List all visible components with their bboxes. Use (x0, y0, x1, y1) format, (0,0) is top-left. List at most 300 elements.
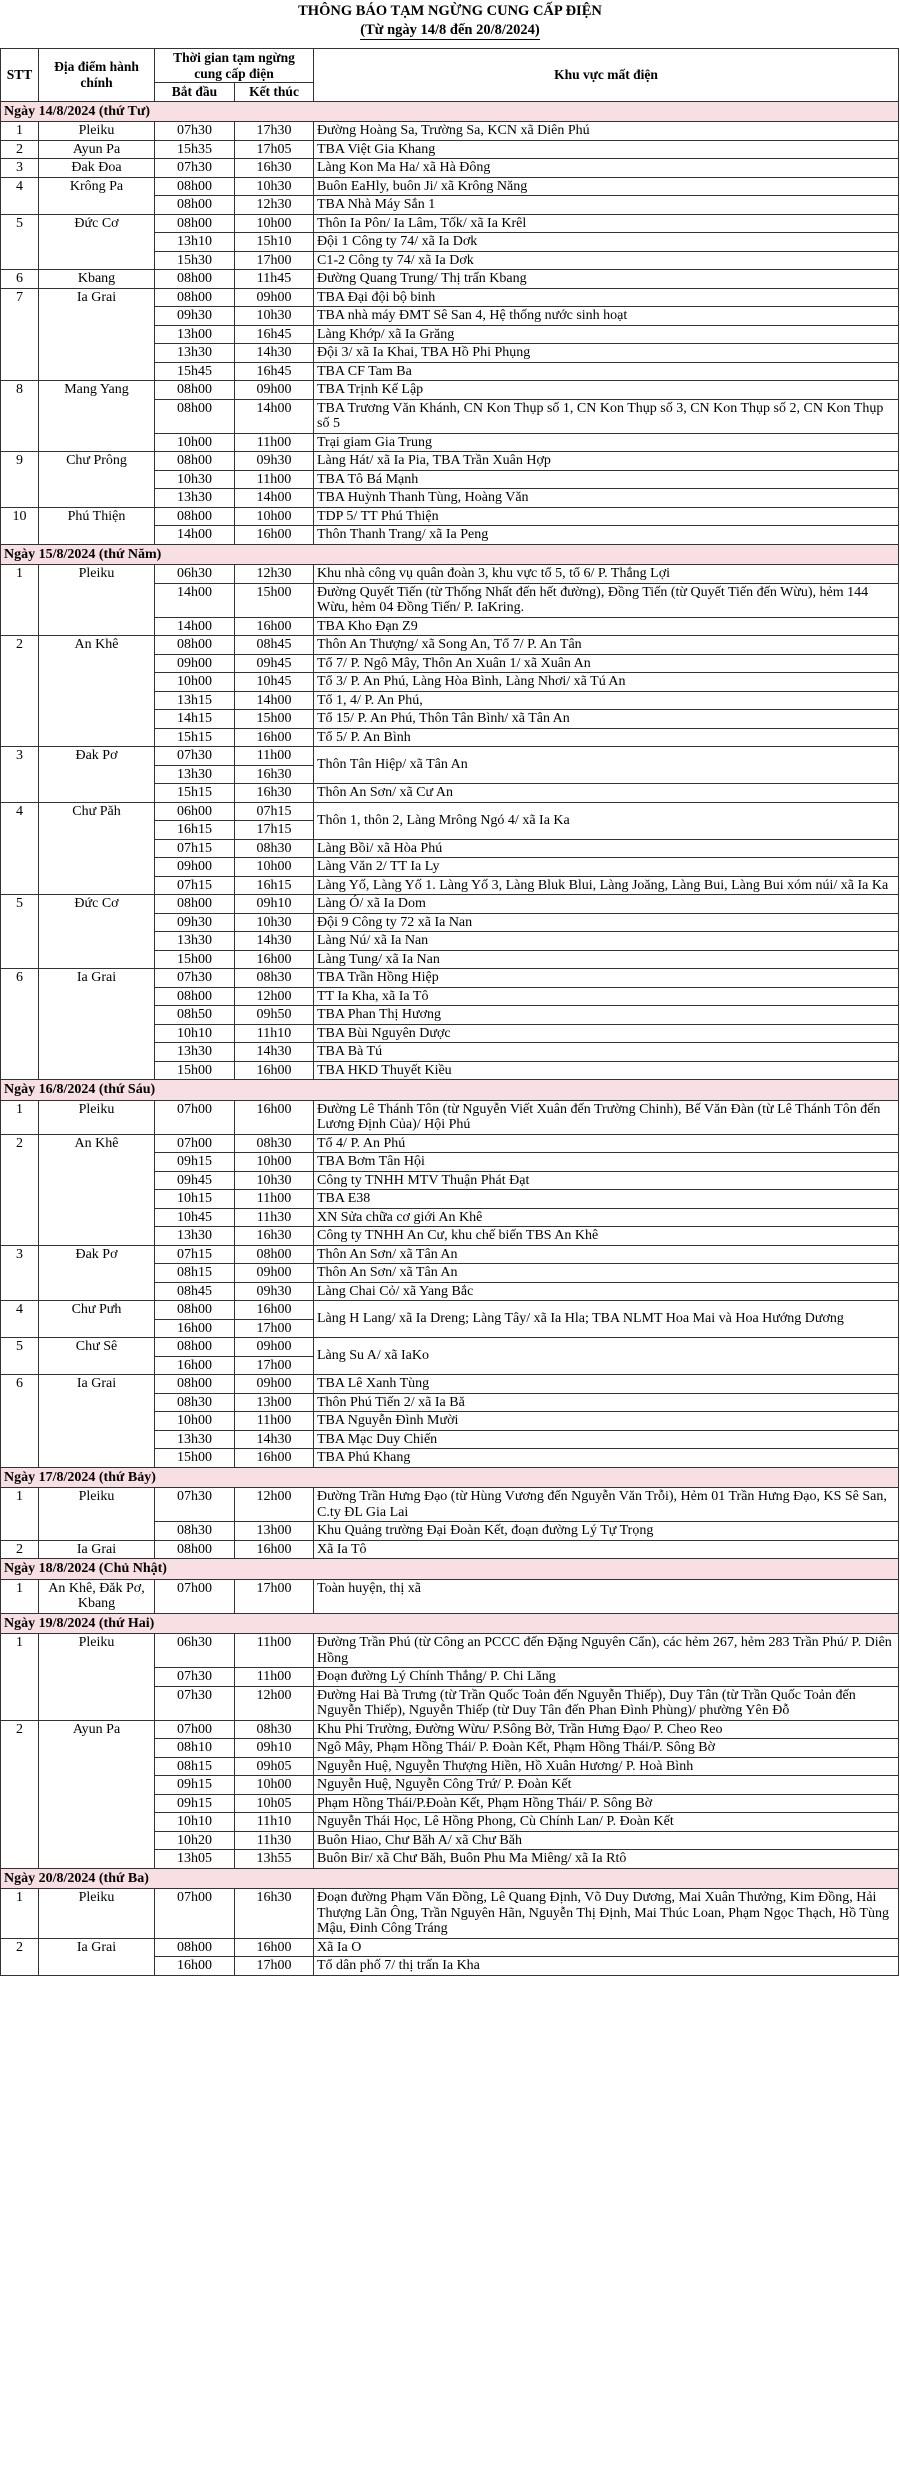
cell-end-time: 11h30 (235, 1831, 314, 1850)
cell-end-time: 11h00 (235, 470, 314, 489)
cell-stt: 2 (1, 1540, 39, 1559)
cell-outage-area: Thôn An Sơn/ xã Cư An (314, 784, 899, 803)
table-row (1, 1720, 899, 1739)
table-row (1, 747, 899, 766)
cell-start-time: 09h15 (155, 1776, 235, 1795)
table-row (1, 565, 899, 584)
cell-end-time: 17h00 (235, 1356, 314, 1375)
cell-start-time: 06h30 (155, 1634, 235, 1668)
cell-start-time: 07h00 (155, 1134, 235, 1153)
cell-end-time: 11h00 (235, 747, 314, 766)
day-header-row (1, 1613, 899, 1634)
cell-end-time: 14h00 (235, 691, 314, 710)
cell-end-time: 11h45 (235, 270, 314, 289)
cell-start-time: 10h20 (155, 1831, 235, 1850)
cell-outage-area: TBA nhà máy ĐMT Sê San 4, Hệ thống nước sinh hoạt (314, 307, 899, 326)
cell-outage-area: Đường Quang Trung/ Thị trấn Kbang (314, 270, 899, 289)
cell-outage-area: Tổ 4/ P. An Phú (314, 1134, 899, 1153)
cell-end-time: 14h30 (235, 1430, 314, 1449)
cell-start-time: 07h30 (155, 747, 235, 766)
cell-location: Kbang (39, 270, 155, 289)
cell-outage-area: Thôn An Thượng/ xã Song An, Tổ 7/ P. An Tân (314, 636, 899, 655)
cell-location: Ia Grai (39, 1938, 155, 1975)
cell-stt: 2 (1, 1938, 39, 1975)
cell-end-time: 11h00 (235, 1412, 314, 1431)
table-row (1, 1938, 899, 1957)
cell-start-time: 15h00 (155, 1449, 235, 1468)
cell-location: Ia Grai (39, 969, 155, 1080)
cell-end-time: 09h50 (235, 1006, 314, 1025)
cell-outage-area: Làng Kon Ma Ha/ xã Hà Đông (314, 159, 899, 178)
cell-outage-area: Làng Bồi/ xã Hòa Phú (314, 839, 899, 858)
cell-end-time: 09h00 (235, 1264, 314, 1283)
cell-start-time: 07h00 (155, 1579, 235, 1613)
cell-outage-area: Tổ 1, 4/ P. An Phú, (314, 691, 899, 710)
cell-outage-area: TBA Huỳnh Thanh Tùng, Hoàng Văn (314, 489, 899, 508)
cell-start-time: 07h30 (155, 1686, 235, 1720)
cell-start-time: 07h15 (155, 876, 235, 895)
cell-end-time: 11h30 (235, 1208, 314, 1227)
cell-start-time: 14h00 (155, 583, 235, 617)
cell-location: Mang Yang (39, 381, 155, 452)
cell-outage-area: TBA Trương Văn Khánh, CN Kon Thụp số 1, CN Kon Thụp số 3, CN Kon Thụp số 2, CN Kon Thụp số 5 (314, 399, 899, 433)
cell-outage-area: Thôn Thanh Trang/ xã Ia Peng (314, 526, 899, 545)
cell-outage-area: TBA Trần Hồng Hiệp (314, 969, 899, 988)
cell-outage-area: Tổ 7/ P. Ngô Mây, Thôn An Xuân 1/ xã Xuân An (314, 654, 899, 673)
cell-end-time: 17h00 (235, 1957, 314, 1976)
cell-end-time: 09h05 (235, 1757, 314, 1776)
notice-subtitle (0, 21, 900, 40)
day-header-row (1, 544, 899, 565)
cell-stt: 5 (1, 895, 39, 969)
cell-stt: 6 (1, 270, 39, 289)
cell-start-time: 13h00 (155, 325, 235, 344)
cell-end-time: 09h10 (235, 895, 314, 914)
cell-outage-area: TBA Nguyễn Đình Mười (314, 1412, 899, 1431)
cell-outage-area: TBA Lê Xanh Tùng (314, 1375, 899, 1394)
notice-date-range: (Từ ngày 14/8 đến 20/8/2024) (360, 22, 540, 38)
cell-end-time: 10h05 (235, 1794, 314, 1813)
cell-end-time: 11h00 (235, 1668, 314, 1687)
cell-location: Đức Cơ (39, 895, 155, 969)
cell-stt: 5 (1, 214, 39, 270)
table-row (1, 1375, 899, 1394)
cell-outage-area: Xã Ia O (314, 1938, 899, 1957)
cell-start-time: 15h45 (155, 362, 235, 381)
cell-end-time: 10h00 (235, 214, 314, 233)
cell-outage-area: Làng Văn 2/ TT Ia Ly (314, 858, 899, 877)
cell-end-time: 10h30 (235, 913, 314, 932)
day-label: Ngày 17/8/2024 (thứ Bảy) (1, 1467, 899, 1488)
cell-outage-area: Buôn Hiao, Chư Băh A/ xã Chư Băh (314, 1831, 899, 1850)
cell-end-time: 16h30 (235, 159, 314, 178)
cell-outage-area: Thôn An Sơn/ xã Tân An (314, 1264, 899, 1283)
cell-start-time: 08h00 (155, 987, 235, 1006)
cell-end-time: 09h45 (235, 654, 314, 673)
cell-outage-area: Thôn Phú Tiến 2/ xã Ia Bă (314, 1393, 899, 1412)
cell-end-time: 13h00 (235, 1393, 314, 1412)
cell-location: Pleiku (39, 1488, 155, 1541)
cell-end-time: 16h00 (235, 728, 314, 747)
cell-end-time: 16h00 (235, 1301, 314, 1320)
cell-outage-area: Làng Chai Cỏ/ xã Yang Bắc (314, 1282, 899, 1301)
cell-end-time: 08h45 (235, 636, 314, 655)
cell-location: Đak Pơ (39, 1245, 155, 1301)
cell-start-time: 08h00 (155, 177, 235, 196)
cell-end-time: 17h15 (235, 821, 314, 840)
cell-start-time: 08h00 (155, 1938, 235, 1957)
cell-outage-area: Làng Su A/ xã IaKo (314, 1338, 899, 1375)
cell-start-time: 07h30 (155, 159, 235, 178)
cell-outage-area: Làng Yố, Làng Yố 1. Làng Yố 3, Làng Bluk Blui, Làng Joăng, Làng Bui, Làng Bui xóm núi/ xã Ia Ka (314, 876, 899, 895)
cell-outage-area: Làng Ó/ xã Ia Dom (314, 895, 899, 914)
cell-start-time: 08h00 (155, 895, 235, 914)
cell-location: Chư Prông (39, 452, 155, 508)
cell-start-time: 13h05 (155, 1850, 235, 1869)
cell-start-time: 07h00 (155, 1889, 235, 1939)
cell-stt: 2 (1, 1720, 39, 1868)
cell-end-time: 17h00 (235, 1319, 314, 1338)
cell-outage-area: TBA Phan Thị Hương (314, 1006, 899, 1025)
cell-outage-area: Thôn Tân Hiệp/ xã Tân An (314, 747, 899, 784)
cell-stt: 9 (1, 452, 39, 508)
header-location: Địa điểm hành chính (39, 49, 155, 102)
cell-start-time: 08h00 (155, 452, 235, 471)
cell-start-time: 09h15 (155, 1794, 235, 1813)
cell-end-time: 11h00 (235, 1634, 314, 1668)
cell-outage-area: Ngô Mây, Phạm Hồng Thái/ P. Đoàn Kết, Phạm Hồng Thái/P. Sông Bờ (314, 1739, 899, 1758)
cell-start-time: 10h00 (155, 433, 235, 452)
table-header-row (1, 49, 899, 83)
cell-start-time: 07h30 (155, 1668, 235, 1687)
cell-outage-area: TBA Bà Tú (314, 1043, 899, 1062)
cell-start-time: 13h15 (155, 691, 235, 710)
table-row (1, 381, 899, 400)
cell-outage-area: Phạm Hồng Thái/P.Đoàn Kết, Phạm Hồng Thái/ P. Sông Bờ (314, 1794, 899, 1813)
cell-start-time: 10h45 (155, 1208, 235, 1227)
cell-start-time: 13h30 (155, 1430, 235, 1449)
cell-start-time: 08h50 (155, 1006, 235, 1025)
day-label: Ngày 15/8/2024 (thứ Năm) (1, 544, 899, 565)
cell-stt: 3 (1, 747, 39, 803)
cell-outage-area: Công ty TNHH MTV Thuận Phát Đạt (314, 1171, 899, 1190)
cell-outage-area: Đường Trần Phú (từ Công an PCCC đến Đặng Nguyên Cẩn), các hẻm 267, hẻm 283 Trần Phú/ P. Diên Hồng (314, 1634, 899, 1668)
cell-stt: 6 (1, 969, 39, 1080)
cell-stt: 2 (1, 140, 39, 159)
table-row (1, 969, 899, 988)
cell-start-time: 15h00 (155, 950, 235, 969)
cell-outage-area: Nguyễn Huệ, Nguyễn Thượng Hiền, Hồ Xuân Hương/ P. Hoà Bình (314, 1757, 899, 1776)
cell-start-time: 15h30 (155, 251, 235, 270)
cell-start-time: 09h45 (155, 1171, 235, 1190)
cell-end-time: 10h30 (235, 1171, 314, 1190)
cell-outage-area: Tổ 3/ P. An Phú, Làng Hòa Bình, Làng Nhơi/ xã Tú An (314, 673, 899, 692)
cell-start-time: 08h00 (155, 381, 235, 400)
cell-start-time: 08h10 (155, 1739, 235, 1758)
cell-start-time: 15h15 (155, 784, 235, 803)
cell-start-time: 07h15 (155, 839, 235, 858)
cell-outage-area: Tổ dân phố 7/ thị trấn Ia Kha (314, 1957, 899, 1976)
cell-start-time: 07h30 (155, 969, 235, 988)
cell-start-time: 08h00 (155, 1338, 235, 1357)
cell-end-time: 16h30 (235, 784, 314, 803)
day-header-row (1, 1868, 899, 1889)
cell-start-time: 07h30 (155, 122, 235, 141)
day-label: Ngày 18/8/2024 (Chủ Nhật) (1, 1559, 899, 1580)
cell-end-time: 09h00 (235, 288, 314, 307)
cell-start-time: 08h00 (155, 214, 235, 233)
table-row (1, 1100, 899, 1134)
cell-end-time: 12h30 (235, 565, 314, 584)
cell-end-time: 16h30 (235, 765, 314, 784)
day-header-row (1, 101, 899, 122)
table-row (1, 288, 899, 307)
cell-outage-area: TBA CF Tam Ba (314, 362, 899, 381)
cell-start-time: 09h15 (155, 1153, 235, 1172)
table-row (1, 140, 899, 159)
cell-start-time: 08h00 (155, 399, 235, 433)
header-start: Bắt đầu (155, 83, 235, 102)
cell-outage-area: Đội 1 Công ty 74/ xã Ia Dơk (314, 233, 899, 252)
cell-location: An Khê (39, 636, 155, 747)
cell-stt: 6 (1, 1375, 39, 1468)
cell-location: Pleiku (39, 1889, 155, 1939)
cell-outage-area: Đội 9 Công ty 72 xã Ia Nan (314, 913, 899, 932)
header-stt: STT (1, 49, 39, 102)
table-row (1, 1488, 899, 1522)
cell-end-time: 16h00 (235, 617, 314, 636)
cell-start-time: 10h30 (155, 470, 235, 489)
cell-location: Ayun Pa (39, 1720, 155, 1868)
cell-stt: 1 (1, 122, 39, 141)
table-row (1, 895, 899, 914)
cell-outage-area: TBA Nhà Máy Sắn 1 (314, 196, 899, 215)
cell-end-time: 17h00 (235, 251, 314, 270)
cell-outage-area: Đoạn đường Phạm Văn Đồng, Lê Quang Định, Võ Duy Dương, Mai Xuân Thưởng, Kim Đồng, Hải Thượng Lãn Ông, Trần Nguyên Hãn, Nguyễn Thị Định, Mai Thúc Loan, Phạm Ngọc Thạch, Hồ Tùng Mậu, Đinh Công Tráng (314, 1889, 899, 1939)
cell-end-time: 08h30 (235, 969, 314, 988)
cell-end-time: 16h00 (235, 526, 314, 545)
cell-end-time: 16h00 (235, 1938, 314, 1957)
cell-start-time: 07h15 (155, 1245, 235, 1264)
cell-outage-area: Buôn EaHly, buôn Ji/ xã Krông Năng (314, 177, 899, 196)
cell-outage-area: Làng Nú/ xã Ia Nan (314, 932, 899, 951)
cell-end-time: 10h00 (235, 507, 314, 526)
cell-start-time: 08h00 (155, 1301, 235, 1320)
cell-end-time: 09h30 (235, 1282, 314, 1301)
cell-location: Ayun Pa (39, 140, 155, 159)
cell-location: Chư Sê (39, 1338, 155, 1375)
cell-end-time: 10h00 (235, 1776, 314, 1795)
cell-start-time: 08h00 (155, 507, 235, 526)
cell-outage-area: TBA E38 (314, 1190, 899, 1209)
cell-end-time: 08h30 (235, 1720, 314, 1739)
cell-end-time: 13h00 (235, 1522, 314, 1541)
cell-start-time: 08h15 (155, 1757, 235, 1776)
day-header-row (1, 1559, 899, 1580)
cell-outage-area: TBA Việt Gia Khang (314, 140, 899, 159)
cell-outage-area: TBA Bùi Nguyên Dược (314, 1024, 899, 1043)
cell-outage-area: Làng Hát/ xã Ia Pia, TBA Trần Xuân Hợp (314, 452, 899, 471)
cell-end-time: 16h00 (235, 950, 314, 969)
cell-start-time: 16h00 (155, 1319, 235, 1338)
table-row (1, 452, 899, 471)
cell-location: Chư Pưh (39, 1301, 155, 1338)
cell-outage-area: Xã Ia Tô (314, 1540, 899, 1559)
day-label: Ngày 19/8/2024 (thứ Hai) (1, 1613, 899, 1634)
cell-end-time: 09h00 (235, 1338, 314, 1357)
table-row (1, 1634, 899, 1668)
cell-outage-area: XN Sửa chữa cơ giới An Khê (314, 1208, 899, 1227)
cell-location: An Khê (39, 1134, 155, 1245)
cell-end-time: 16h30 (235, 1227, 314, 1246)
cell-end-time: 17h00 (235, 1579, 314, 1613)
cell-start-time: 16h00 (155, 1957, 235, 1976)
cell-end-time: 15h00 (235, 710, 314, 729)
cell-end-time: 09h10 (235, 1739, 314, 1758)
cell-outage-area: Thôn 1, thôn 2, Làng Mrông Ngó 4/ xã Ia Ka (314, 802, 899, 839)
cell-outage-area: TBA Tô Bá Mạnh (314, 470, 899, 489)
cell-start-time: 13h30 (155, 765, 235, 784)
cell-end-time: 11h10 (235, 1813, 314, 1832)
cell-stt: 4 (1, 177, 39, 214)
cell-start-time: 13h30 (155, 932, 235, 951)
cell-end-time: 17h30 (235, 122, 314, 141)
cell-end-time: 10h00 (235, 858, 314, 877)
table-row (1, 1338, 899, 1357)
cell-start-time: 13h30 (155, 489, 235, 508)
cell-outage-area: TT Ia Kha, xã Ia Tô (314, 987, 899, 1006)
day-label: Ngày 16/8/2024 (thứ Sáu) (1, 1080, 899, 1101)
cell-end-time: 11h00 (235, 433, 314, 452)
day-label: Ngày 20/8/2024 (thứ Ba) (1, 1868, 899, 1889)
cell-stt: 10 (1, 507, 39, 544)
cell-outage-area: Khu Quảng trường Đại Đoàn Kết, đoạn đường Lý Tự Trọng (314, 1522, 899, 1541)
cell-start-time: 10h00 (155, 673, 235, 692)
table-row (1, 1245, 899, 1264)
cell-outage-area: Khu nhà công vụ quân đoàn 3, khu vực tổ 5, tổ 6/ P. Thắng Lợi (314, 565, 899, 584)
cell-start-time: 16h15 (155, 821, 235, 840)
cell-start-time: 10h15 (155, 1190, 235, 1209)
cell-start-time: 09h30 (155, 913, 235, 932)
cell-location: Đak Pơ (39, 747, 155, 803)
cell-location: Đức Cơ (39, 214, 155, 270)
cell-start-time: 10h10 (155, 1024, 235, 1043)
cell-end-time: 16h00 (235, 1540, 314, 1559)
cell-location: Ia Grai (39, 288, 155, 381)
cell-outage-area: Đường Hoàng Sa, Trường Sa, KCN xã Diên Phú (314, 122, 899, 141)
table-row (1, 270, 899, 289)
cell-stt: 3 (1, 159, 39, 178)
cell-end-time: 16h45 (235, 362, 314, 381)
cell-outage-area: TDP 5/ TT Phú Thiện (314, 507, 899, 526)
cell-start-time: 10h00 (155, 1412, 235, 1431)
cell-start-time: 16h00 (155, 1356, 235, 1375)
cell-end-time: 11h00 (235, 1190, 314, 1209)
cell-end-time: 13h55 (235, 1850, 314, 1869)
outage-table-body (1, 101, 899, 1975)
cell-start-time: 07h00 (155, 1100, 235, 1134)
cell-outage-area: Khu Phi Trường, Đường Wừu/ P.Sông Bờ, Trần Hưng Đạo/ P. Cheo Reo (314, 1720, 899, 1739)
cell-start-time: 08h00 (155, 288, 235, 307)
cell-outage-area: Nguyễn Thái Học, Lê Hồng Phong, Cù Chính Lan/ P. Đoàn Kết (314, 1813, 899, 1832)
cell-start-time: 14h00 (155, 526, 235, 545)
cell-stt: 5 (1, 1338, 39, 1375)
cell-outage-area: Làng H Lang/ xã Ia Dreng; Làng Tây/ xã Ia Hla; TBA NLMT Hoa Mai và Hoa Hướng Dương (314, 1301, 899, 1338)
cell-location: Pleiku (39, 1100, 155, 1134)
cell-end-time: 16h00 (235, 1449, 314, 1468)
cell-end-time: 10h45 (235, 673, 314, 692)
cell-start-time: 08h30 (155, 1522, 235, 1541)
day-header-row (1, 1080, 899, 1101)
cell-location: Ia Grai (39, 1375, 155, 1468)
cell-outage-area: TBA Đại đội bộ binh (314, 288, 899, 307)
cell-end-time: 15h10 (235, 233, 314, 252)
table-row (1, 1579, 899, 1613)
cell-end-time: 14h30 (235, 1043, 314, 1062)
cell-outage-area: Đường Lê Thánh Tôn (từ Nguyễn Viết Xuân đến Trường Chinh), Bế Văn Đàn (từ Lê Thánh Tôn đến Lương Định Của)/ Hội Phú (314, 1100, 899, 1134)
cell-outage-area: Trại giam Gia Trung (314, 433, 899, 452)
cell-start-time: 13h30 (155, 1043, 235, 1062)
cell-end-time: 16h00 (235, 1100, 314, 1134)
cell-start-time: 15h00 (155, 1061, 235, 1080)
cell-stt: 3 (1, 1245, 39, 1301)
cell-start-time: 06h00 (155, 802, 235, 821)
cell-start-time: 07h30 (155, 1488, 235, 1522)
cell-start-time: 09h30 (155, 307, 235, 326)
table-row (1, 802, 899, 821)
cell-stt: 4 (1, 802, 39, 895)
cell-end-time: 14h00 (235, 489, 314, 508)
cell-start-time: 06h30 (155, 565, 235, 584)
cell-outage-area: Làng Khớp/ xã Ia Grăng (314, 325, 899, 344)
cell-start-time: 13h10 (155, 233, 235, 252)
cell-end-time: 10h30 (235, 307, 314, 326)
cell-stt: 1 (1, 1488, 39, 1541)
cell-outage-area: Làng Tung/ xã Ia Nan (314, 950, 899, 969)
cell-start-time: 09h00 (155, 858, 235, 877)
cell-outage-area: Thôn Ia Pôn/ Ia Lâm, Tốk/ xã Ia Krêl (314, 214, 899, 233)
cell-end-time: 11h10 (235, 1024, 314, 1043)
table-row (1, 122, 899, 141)
cell-start-time: 08h00 (155, 196, 235, 215)
cell-start-time: 15h15 (155, 728, 235, 747)
cell-stt: 2 (1, 636, 39, 747)
cell-end-time: 16h00 (235, 1061, 314, 1080)
cell-stt: 1 (1, 1889, 39, 1939)
cell-outage-area: TBA Kho Đạn Z9 (314, 617, 899, 636)
cell-outage-area: Nguyễn Huệ, Nguyễn Công Trứ/ P. Đoàn Kết (314, 1776, 899, 1795)
cell-outage-area: Đường Hai Bà Trưng (từ Trần Quốc Toản đến Nguyễn Thiếp), Duy Tân (từ Trần Quốc Toản đến Nguyễn Thiếp), Nguyễn Thiếp (từ Duy Tân đến Phan Đình Phùng)/ phường Yên Đỗ (314, 1686, 899, 1720)
cell-outage-area: Tổ 15/ P. An Phú, Thôn Tân Bình/ xã Tân An (314, 710, 899, 729)
cell-end-time: 10h00 (235, 1153, 314, 1172)
cell-outage-area: Thôn An Sơn/ xã Tân An (314, 1245, 899, 1264)
header-area: Khu vực mất điện (314, 49, 899, 102)
cell-stt: 2 (1, 1134, 39, 1245)
table-row (1, 214, 899, 233)
table-row (1, 1889, 899, 1939)
cell-end-time: 14h30 (235, 932, 314, 951)
cell-outage-area: Công ty TNHH An Cư, khu chế biến TBS An Khê (314, 1227, 899, 1246)
cell-start-time: 14h00 (155, 617, 235, 636)
cell-outage-area: Đường Trần Hưng Đạo (từ Hùng Vương đến Nguyễn Văn Trỗi), Hẻm 01 Trần Hưng Đạo, KS Sê San, C.ty ĐL Gia Lai (314, 1488, 899, 1522)
cell-start-time: 07h00 (155, 1720, 235, 1739)
cell-start-time: 08h15 (155, 1264, 235, 1283)
cell-end-time: 09h00 (235, 1375, 314, 1394)
cell-outage-area: Tổ 5/ P. An Bình (314, 728, 899, 747)
cell-location: Đak Đoa (39, 159, 155, 178)
cell-location: Pleiku (39, 565, 155, 636)
table-row (1, 177, 899, 196)
